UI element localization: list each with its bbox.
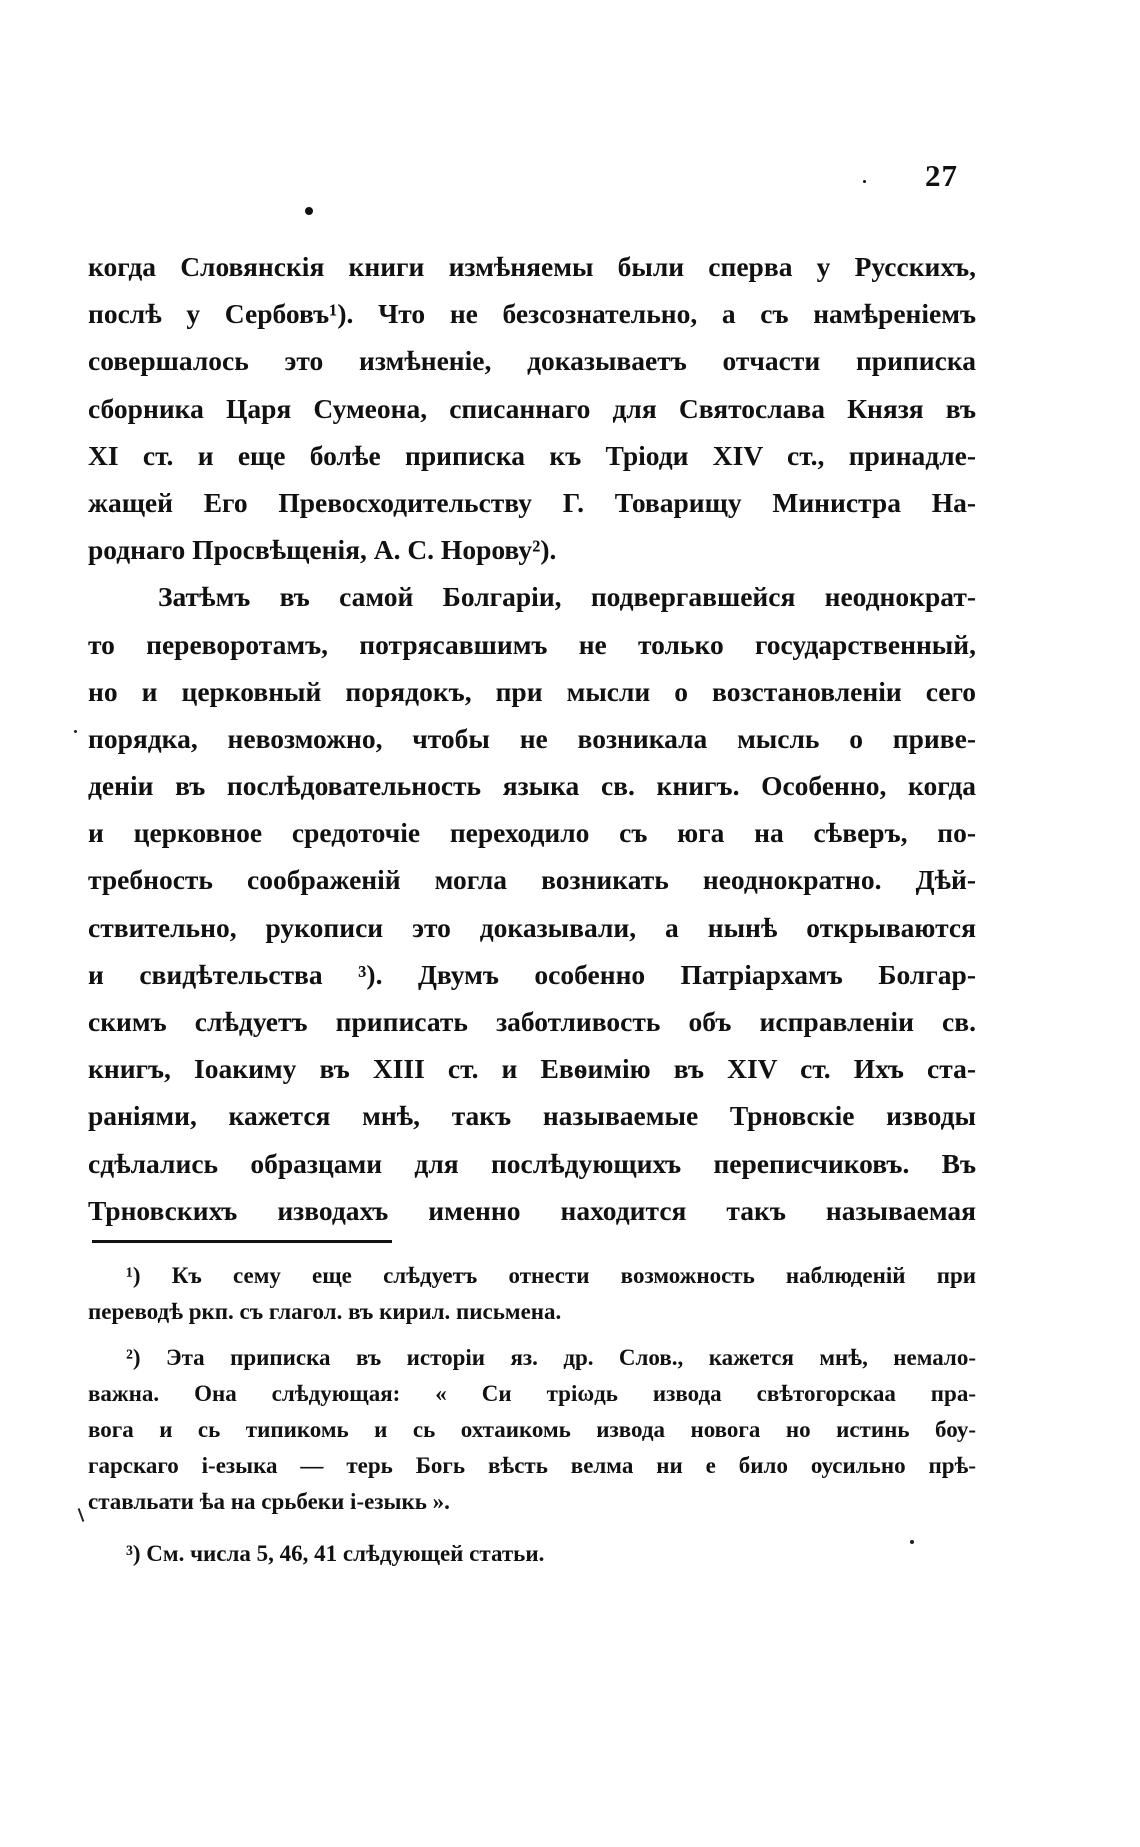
text-line: раніями, кажется мнѣ, такъ называемые Трновскіе изводы [88,1100,976,1132]
text-line: когда Словянскія книги измѣняемы были сперва у Русскихъ, [88,251,976,282]
text-line: роднаго Просвѣщенія, А. С. Норову²). [88,534,557,566]
footnote-line: вога и сь типикомь и сь охтаикомь извода новога но истинь боу- [88,1417,976,1442]
text-line: послѣ у Сербовъ¹). Что не безсознательно, а съ намѣреніемъ [88,298,976,330]
text-line: скимъ слѣдуетъ приписать заботливость объ исправленіи св. [88,1006,976,1037]
footnote-3 [88,1536,976,1572]
text-line: Затѣмъ въ самой Болгаріи, подвергавшейся неоднократ- [158,581,976,613]
text-line: жащей Его Превосходительству Г. Товарищу Министра На- [88,486,976,518]
footnote-line: ²) Эта приписка въ исторіи яз. др. Слов., кажется мнѣ, немало- [126,1345,976,1370]
text-line: порядка, невозможно, чтобы не возникала мысль о приве- [88,722,976,754]
main-text [88,243,976,1234]
ink-dot [305,207,313,215]
ink-dot [863,180,866,183]
text-line: сдѣлались образцами для послѣдующихъ переписчиковъ. Въ [88,1147,976,1179]
text-line: и свидѣтельства ³). Двумъ особенно Патріархамъ Болгар- [88,958,976,990]
footnote-line: важна. Она слѣдующая: « Си тріωдь извода свѣтогорскаа пра- [88,1381,976,1406]
footnote-line: гарскаго і-езыка — терь Богь вѣсть велма ни е било оусильно прѣ- [88,1453,976,1478]
text-line: но и церковный порядокъ, при мысли о возстановленіи сего [88,675,976,707]
text-line: то переворотамъ, потрясавшимъ не только государственный, [88,628,976,660]
footnote-line: ¹) Къ сему еще слѣдуетъ отнести возможность наблюденій при [126,1263,976,1288]
footnote-line: ³) См. числа 5, 46, 41 слѣдующей статьи. [126,1541,545,1566]
text-line: и церковное средоточіе переходило съ юга на сѣверъ, по- [88,817,976,849]
footnote-1 [88,1258,976,1330]
ink-speck [78,1508,85,1522]
text-line: XI ст. и еще болѣе приписка къ Тріоди XIV ст., принадле- [88,439,976,471]
ink-speck [74,730,77,733]
text-line: Трновскихъ изводахъ именно находится такъ называемая [88,1194,976,1226]
footnote-2 [88,1340,976,1520]
text-line: ствительно, рукописи это доказывали, а нынѣ открываются [88,911,976,943]
page-number: 27 [925,158,958,193]
footnote-line: переводѣ ркп. съ глагол. въ кирил. письмена. [88,1299,562,1324]
text-line: деніи въ послѣдовательность языка св. книгъ. Особенно, когда [88,770,976,802]
text-line: совершалось это измѣненіе, доказываетъ отчасти приписка [88,345,976,377]
text-line: требность соображеній могла возникать неоднократно. Дѣй- [88,864,976,896]
text-line: книгъ, Іоакиму въ XIII ст. и Евѳимію въ XIV ст. Ихъ ста- [88,1053,976,1085]
text-line: сборника Царя Сумеона, списаннаго для Святослава Князя въ [88,392,976,424]
footnotes [88,1258,976,1572]
footnote-line: ставльати ѣа на срьбеки і-езыкь ». [88,1489,450,1514]
footnote-separator [92,1240,392,1243]
